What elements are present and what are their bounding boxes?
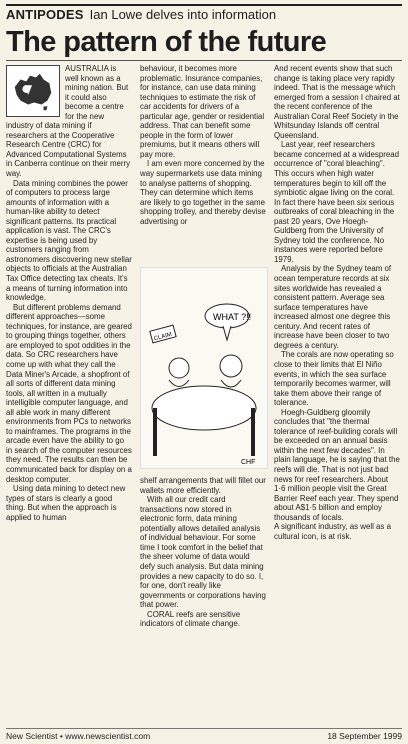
paragraph: I am even more concerned by the way supermarkets use data mining to analyse patterns of shopping. They can determine which items are likely to go together in the same shopping trolley, and thereby devise advertising or <box>140 159 266 226</box>
paragraph: The corals are now operating so close to their limits that El Niño events, in which the sea surface temporarily becomes warmer, will take them above their range of tolerance. <box>274 350 394 408</box>
footer-date: 18 September 1999 <box>327 731 402 741</box>
paragraph: A significant industry, as well as a cultural icon, is at risk. <box>274 522 391 541</box>
claim-sign-text: CLAIM <box>153 332 173 343</box>
paragraph: shelf arrangements that will fillet our wallets more efficiently. <box>140 476 266 495</box>
paragraph: Analysis by the Sydney team of ocean temperature records at six sites worldwide has revealed a consistent pattern. Average sea surface temperatures have increased almost one degree this century. And recent rates of increase have been closer to two degrees a century. <box>274 264 392 350</box>
right-area <box>140 64 402 629</box>
footer-publication: New Scientist • www.newscientist.com <box>6 731 151 741</box>
column-1 <box>6 64 132 629</box>
byline: Ian Lowe delves into information <box>89 7 277 22</box>
speech-bubble-text: WHAT ?!! <box>213 312 252 323</box>
cartoon-illustration <box>140 267 268 469</box>
paragraph: And recent events show that such change is taking place very rapidly indeed. That is the message which emerged from a session I chaired at the recent conference of the Australian Coral Reef Society in the Whitsunday Islands off central Queensland. <box>274 64 400 140</box>
upper-columns <box>140 64 402 264</box>
column-3-bottom <box>274 264 400 628</box>
paragraph: CORAL reefs are sensitive indicators of climate change. <box>140 609 241 629</box>
article-title: The pattern of the future <box>6 26 327 58</box>
column-2-bottom <box>140 264 266 628</box>
paragraph: Last year, reef researchers became concerned at a widespread occurrence of "coral bleaching". This occurs when high water temperatures begin to kill off the symbiotic algae living on the coral. In fact there have been six serious outbreaks of coral bleaching in the past 20 years, Ove Hoegh-Guldberg from the University of Sydney told the conference. No instances were reported before 1979. <box>274 140 400 264</box>
paragraph: Using data mining to detect new types of stars is clearly a good thing. But when the approach is applied to human <box>6 484 126 522</box>
paragraph: Hoegh-Guldberg gloomily concludes that "the thermal tolerance of reef-building corals will be exceeded on an annual basis within the next few decades". In plain language, he is saying that the reefs will die. That is not just bad news for reef researchers. About 1·6 million people visit the Great Barrier Reef each year. They spend about A$1·5 billion and employ thousands of locals. <box>274 407 400 522</box>
column-2-top <box>140 64 266 264</box>
section-name: ANTIPODES <box>6 7 84 22</box>
column-header <box>6 4 402 25</box>
cartoonist-signature: CHF <box>241 459 256 467</box>
paragraph: AUSTRALIA is well known as a mining nation. But it could also become a centre for the new industry of data mining if researchers at the Cooperative Research Centre (CRC) for Advanced Computational Systems in Canberra continue on their merry way. <box>6 64 131 179</box>
paragraph: behaviour, it becomes more problematic. Insurance companies, for instance, can use data mining techniques to estimate the risk of car accidents for drivers of a particular age, gender or residential address. That can benefit some people in the form of lower premiums, but it means others will pay more. <box>140 64 265 159</box>
paragraph: With all our credit card transactions now stored in electronic form, data mining potentially allows detailed analysis of individual behaviour. For some time I took comfort in the belief that the sheer volume of data would defy such analysis. But data mining provides a new capacity to do so. I, for one, don't really like governments or corporations having that power. <box>140 495 266 610</box>
lower-columns <box>140 264 402 628</box>
title-rule <box>6 60 402 61</box>
article-body <box>6 64 402 629</box>
australia-map-logo-icon <box>6 65 60 117</box>
column-3-top <box>274 64 400 264</box>
page-footer <box>6 728 402 741</box>
paragraph: But different problems demand different approaches—some techniques, for instance, are geared to grouping things together, others are employed to spot oddities in the data. So CRC researchers have come up with what they call the Data Miner's Arcade, a shopfront of all sorts of different data mining tools, all written in a mutually intelligible computer language, and all able work in many different environments from PCs to networks to mainframes. The programs in the arcade even have the ability to go in search of the computer resources they need. The results can then be communicated back for display on a desktop computer. <box>6 302 132 484</box>
paragraph: Data mining combines the power of computers to process large amounts of information with a human-like ability to detect significant patterns. Its practical application is vast. The CRC's expertise is being used by customers ranging from astronomers discovering new stellar objects to officials at the Australian Tax Office detecting tax cheats. It's a means of turning information into knowledge. <box>6 178 132 303</box>
